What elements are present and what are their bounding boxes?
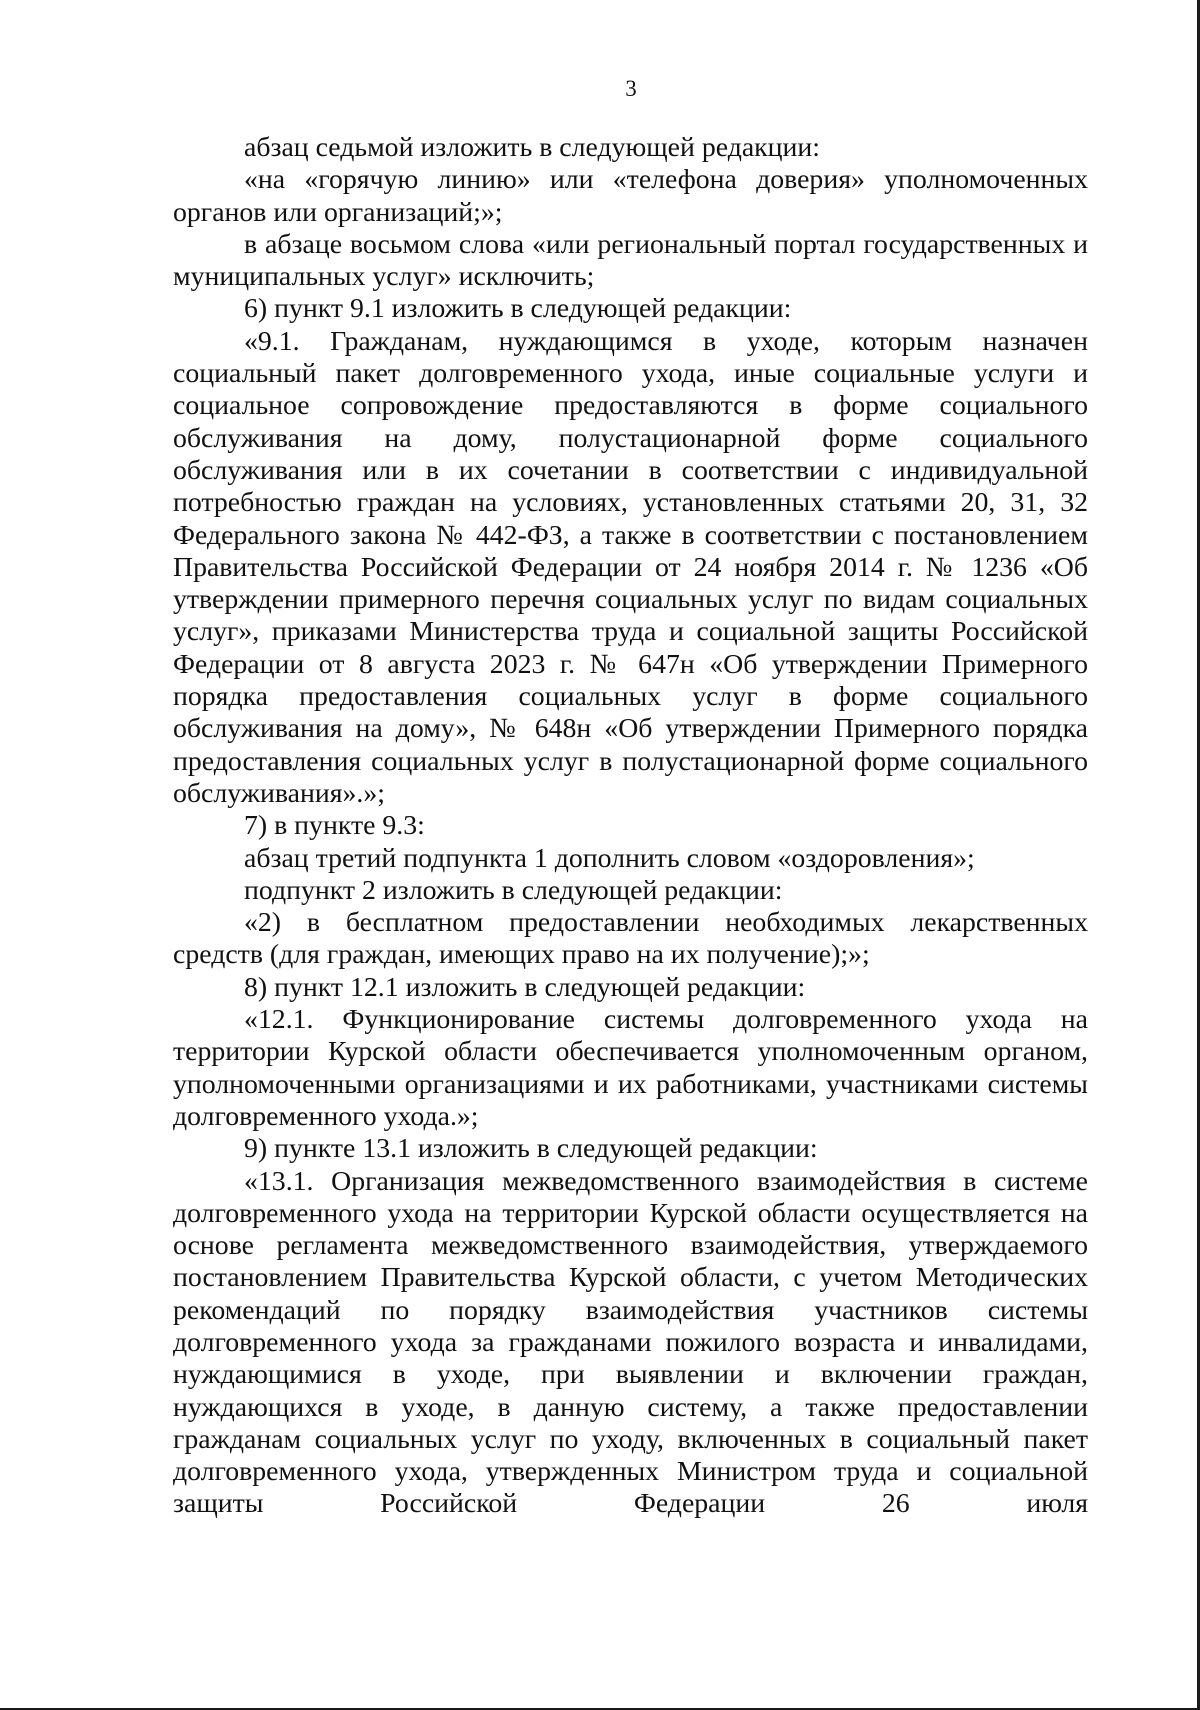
page-number: 3	[625, 76, 637, 101]
paragraph-hotline-text: «на «горячую линию» или «телефона доверия» уполномоченных органов или организаций;»;	[173, 164, 1088, 228]
paragraph-item-9-heading: 9) пункте 13.1 изложить в следующей редакции:	[244, 1133, 818, 1165]
paragraph-clause-13-1: «13.1. Организация межведомственного взаимодействия в системе долговременного ухода на территории Курской области осуществляется на основе регламента межведомственного взаимодействия, утверждаемого постановлением Правительства Курской области, с учетом Методических рекомендаций по порядку взаимодействия участников системы долговременного ухода за гражданами пожилого возраста и инвалидами, нуждающимися в уходе, при выявлении и включении граждан, нуждающихся в уходе, в данную систему, а также предоставлении гражданам социальных услуг по уходу, включенных в социальный пакет долговременного ухода, утвержденных Министром труда и социальной защиты Российской Федерации 26 июля	[173, 1165, 1088, 1520]
paragraph-item-7-subitem-2-intro: подпункт 2 изложить в следующей редакции:	[244, 874, 783, 906]
paragraph-8th-abzats-exclude: в абзаце восьмом слова «или региональный портал государственных и муниципальных услуг» исключить;	[173, 228, 1088, 293]
paragraph-item-6-heading: 6) пункт 9.1 изложить в следующей редакции:	[244, 293, 792, 325]
paragraph-7th-abzats-intro: абзац седьмой изложить в следующей редакции:	[244, 132, 821, 163]
document-body	[173, 132, 1088, 1521]
paragraph-clause-12-1: «12.1. Функционирование системы долговременного ухода на территории Курской области обеспечивается уполномоченным органом, уполномоченными организациями и их работниками, участниками системы долговременного ухода.»;	[173, 1004, 1088, 1132]
paragraph-item-7-heading: 7) в пункте 9.3:	[244, 810, 425, 842]
paragraph-item-7-abzats-3: абзац третий подпункта 1 дополнить словом «оздоровления»;	[244, 842, 975, 874]
paragraph-clause-9-1: «9.1. Гражданам, нуждающимся в уходе, которым назначен социальный пакет долговременного ухода, иные социальные услуги и социальное сопровождение предоставляются в форме социального обслуживания на дому, полустационарной форме социального обслуживания или в их сочетании в соответствии с индивидуальной потребностью граждан на условиях, установленных статьями 20, 31, 32 Федерального закона № 442-ФЗ, а также в соответствии с постановлением Правительства Российской Федерации от 24 ноября 2014 г. № 1236 «Об утверждении примерного перечня социальных услуг по видам социальных услуг», приказами Министерства труда и социальной защиты Российской Федерации от 8 августа 2023 г. № 647н «Об утверждении Примерного порядка предоставления социальных услуг в форме социального обслуживания на дому», № 648н «Об утверждении Примерного порядка предоставления социальных услуг в полустационарной форме социального обслуживания».»;	[173, 325, 1088, 809]
paragraph-item-8-heading: 8) пункт 12.1 изложить в следующей редакции:	[244, 971, 806, 1003]
paragraph-subitem-2-text: «2) в бесплатном предоставлении необходимых лекарственных средств (для граждан, имеющих право на их получение);»;	[173, 907, 1088, 971]
